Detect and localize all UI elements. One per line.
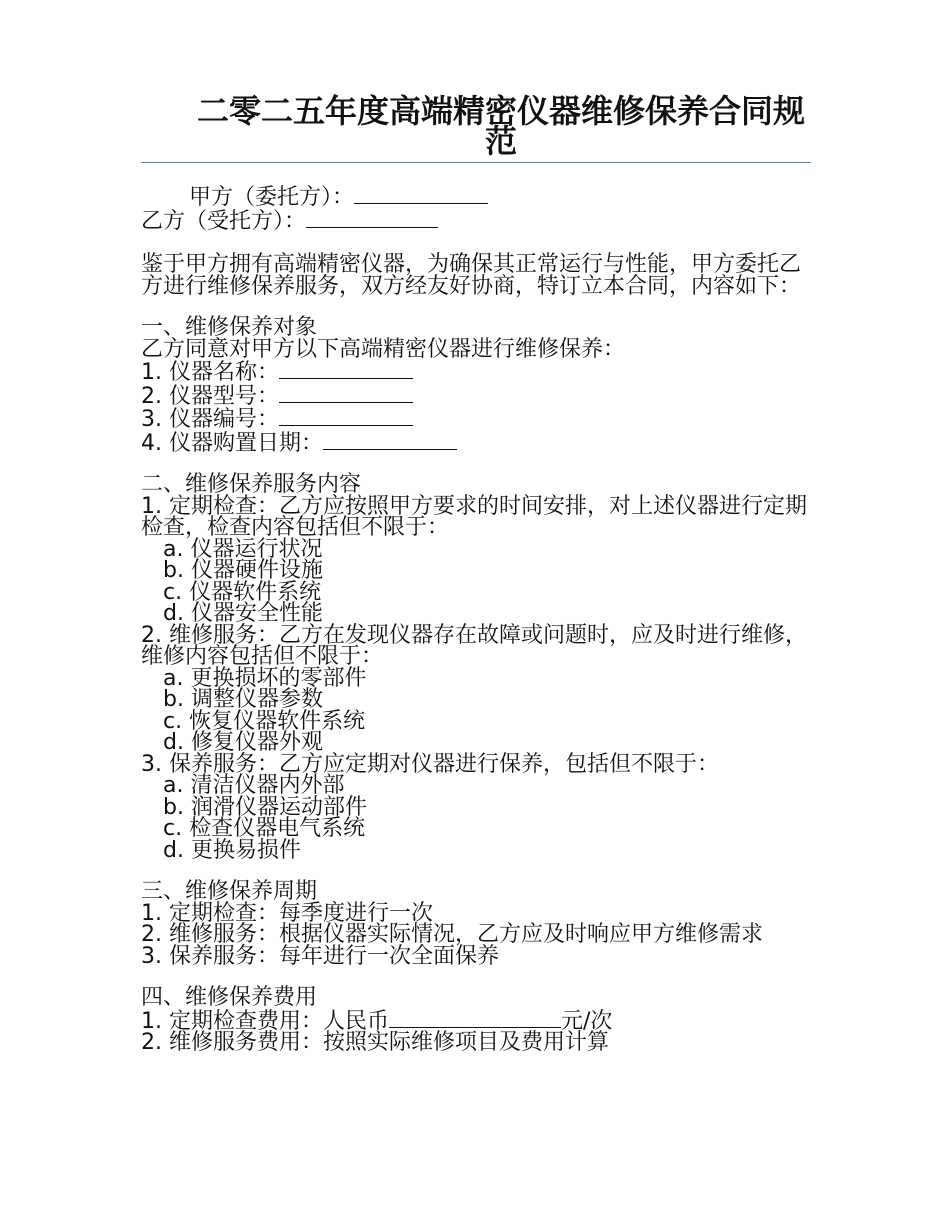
- list-item: d. 修复仪器外观: [163, 730, 323, 755]
- fee-amount-blank: [389, 1009, 561, 1028]
- service-item-1: 1. 定期检查：乙方应按照甲方要求的时间安排，对上述仪器进行定期检查，检查内容包括但不限于：: [141, 493, 807, 540]
- section4-heading: 四、维修保养费用: [141, 985, 318, 1010]
- title-underline: [141, 162, 811, 163]
- instrument-model-label: 2. 仪器型号：: [141, 383, 279, 409]
- service-item-2: 2. 维修服务：乙方在发现仪器存在故障或问题时，应及时进行维修，维修内容包括但不限于：: [141, 622, 807, 669]
- fee-item-1-prefix: 1. 定期检查费用：人民币: [141, 1008, 389, 1034]
- list-item: a. 清洁仪器内外部: [163, 773, 345, 798]
- cycle-item: 3. 保养服务：每年进行一次全面保养: [141, 943, 499, 969]
- purchase-date-label: 4. 仪器购置日期：: [141, 430, 323, 456]
- contract-page: [141, 92, 811, 1055]
- party-b-blank: [306, 209, 438, 228]
- list-item: d. 更换易损件: [163, 837, 301, 863]
- list-item: b. 仪器硬件设施: [163, 558, 323, 583]
- fee-item-1-suffix: 元/次: [560, 1008, 613, 1034]
- party-b-line: [141, 209, 811, 233]
- party-a-blank: [354, 185, 488, 204]
- list-item: c. 检查仪器电气系统: [163, 816, 366, 841]
- purchase-date-line: [141, 431, 811, 455]
- service-item-3: 3. 保养服务：乙方应定期对仪器进行保养，包括但不限于：: [141, 751, 719, 777]
- instrument-name-label: 1. 仪器名称：: [141, 360, 279, 385]
- section1-lead: 乙方同意对甲方以下高端精密仪器进行维修保养：: [141, 336, 626, 362]
- list-item: c. 仪器软件系统: [163, 579, 322, 605]
- purchase-date-blank: [323, 431, 457, 450]
- list-item: a. 更换损坏的零部件: [163, 665, 367, 691]
- fee-item-2: 2. 维修服务费用：按照实际维修项目及费用计算: [141, 1030, 609, 1055]
- section2-heading: 二、维修保养服务内容: [141, 472, 362, 497]
- instrument-number-label: 3. 仪器编号：: [141, 407, 279, 432]
- party-a-line: [141, 185, 811, 209]
- instrument-name-blank: [279, 360, 413, 379]
- list-item: d. 仪器安全性能: [163, 601, 323, 626]
- section1-heading: 一、维修保养对象: [141, 315, 318, 340]
- instrument-number-blank: [279, 407, 413, 426]
- list-item: b. 调整仪器参数: [163, 687, 323, 712]
- intro-paragraph: 鉴于甲方拥有高端精密仪器，为确保其正常运行与性能，甲方委托乙方进行维修保养服务，双方经友好协商，特订立本合同，内容如下：: [141, 252, 802, 299]
- document-title: 二零二五年度高端精密仪器维修保养合同规范: [196, 92, 805, 160]
- instrument-model-line: [141, 384, 811, 408]
- list-item: c. 恢复仪器软件系统: [163, 708, 366, 734]
- instrument-number-line: [141, 407, 811, 431]
- cycle-item: 2. 维修服务：根据仪器实际情况，乙方应及时响应甲方维修需求: [141, 922, 763, 947]
- list-item: b. 润滑仪器运动部件: [163, 794, 367, 820]
- instrument-name-line: [141, 360, 811, 384]
- instrument-model-blank: [279, 384, 413, 403]
- list-item: a. 仪器运行状况: [163, 536, 323, 562]
- party-a-label: 甲方（委托方）：: [189, 185, 355, 210]
- cycle-item: 1. 定期检查：每季度进行一次: [141, 900, 433, 926]
- fee-item-1: [141, 1009, 811, 1033]
- section3-heading: 三、维修保养周期: [141, 879, 318, 904]
- party-b-label: 乙方（受托方）：: [141, 208, 307, 234]
